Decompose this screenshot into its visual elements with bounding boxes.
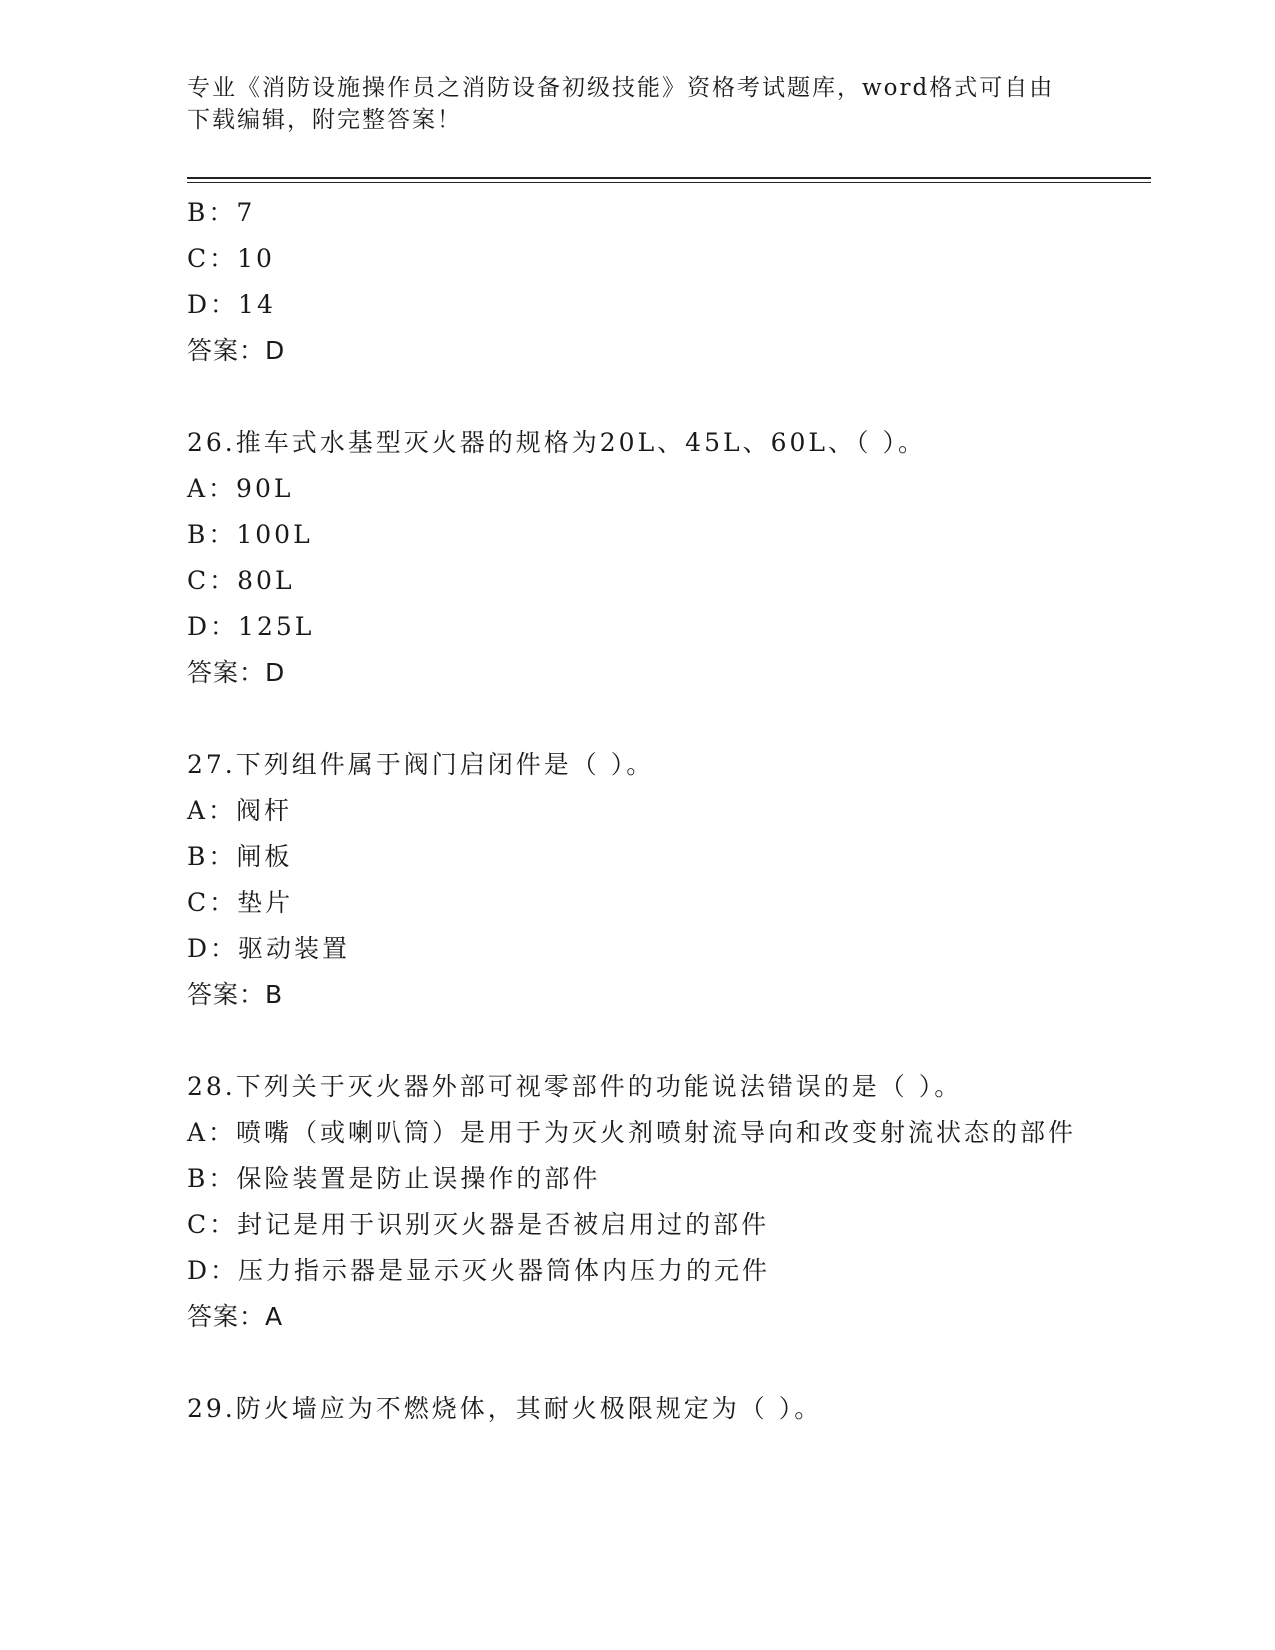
option-a: A：喷嘴（或喇叭筒）是用于为灭火剂喷射流导向和改变射流状态的部件 — [187, 1118, 1077, 1147]
option-a: A：阀杆 — [187, 796, 293, 825]
option-c: C：10 — [187, 244, 275, 273]
option-d: D：14 — [187, 290, 276, 319]
question-28 — [187, 1064, 1087, 1340]
option-c: C：垫片 — [187, 888, 294, 917]
option-d: D：驱动装置 — [187, 934, 351, 963]
question-27 — [187, 742, 1087, 1018]
option-b: B：100L — [187, 520, 313, 549]
question-29 — [187, 1386, 1087, 1432]
header-divider-thin — [187, 182, 1151, 183]
option-d: D：125L — [187, 612, 315, 641]
document-header: 专业《消防设施操作员之消防设备初级技能》资格考试题库，word格式可自由下载编辑，附完整答案！ — [187, 75, 1055, 133]
option-c: C：封记是用于识别灭火器是否被启用过的部件 — [187, 1210, 770, 1239]
spacer — [187, 696, 1087, 742]
spacer — [187, 374, 1087, 420]
option-d: D：压力指示器是显示灭火器筒体内压力的元件 — [187, 1256, 771, 1285]
question-list — [187, 190, 1087, 1432]
question-stem: 26.推车式水基型灭火器的规格为20L、45L、60L、（ ）。 — [187, 428, 926, 457]
carryover-question — [187, 190, 1087, 374]
spacer — [187, 1018, 1087, 1064]
answer-line: 答案：B — [187, 980, 284, 1009]
question-26 — [187, 420, 1087, 696]
answer-line: 答案：D — [187, 336, 286, 365]
question-stem: 29.防火墙应为不燃烧体，其耐火极限规定为（ ）。 — [187, 1394, 823, 1423]
answer-line: 答案：A — [187, 1302, 284, 1331]
question-stem: 27.下列组件属于阀门启闭件是（ ）。 — [187, 750, 655, 779]
option-c: C：80L — [187, 566, 295, 595]
option-a: A：90L — [187, 474, 294, 503]
option-b: B：保险装置是防止误操作的部件 — [187, 1164, 601, 1193]
option-b: B：7 — [187, 198, 256, 227]
answer-line: 答案：D — [187, 658, 286, 687]
spacer — [187, 1340, 1087, 1386]
header-divider-thick — [187, 177, 1151, 179]
option-b: B：闸板 — [187, 842, 293, 871]
question-stem: 28.下列关于灭火器外部可视零部件的功能说法错误的是（ ）。 — [187, 1072, 963, 1101]
